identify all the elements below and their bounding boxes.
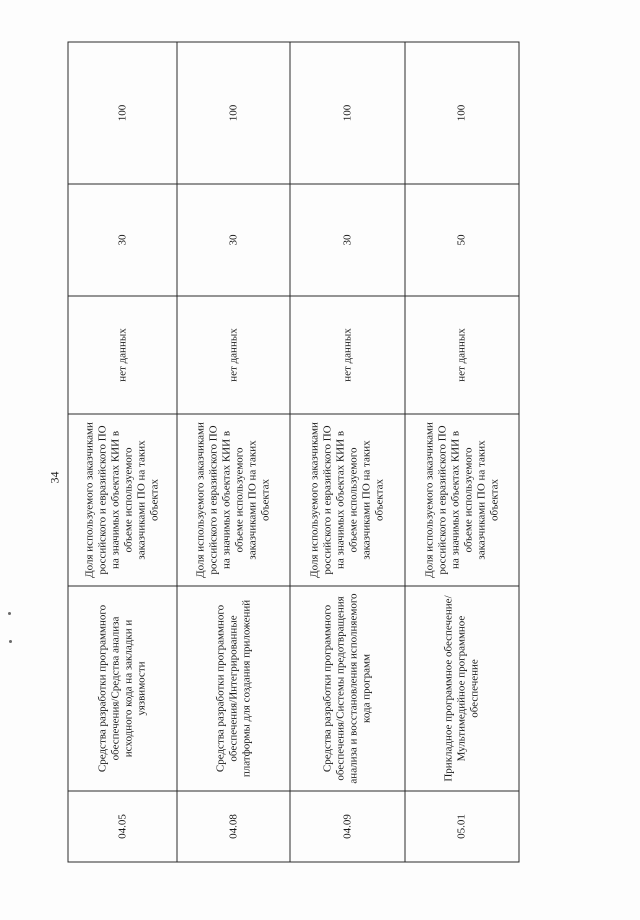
cell-code: 05.01 xyxy=(405,791,519,862)
page-number: 34 xyxy=(47,471,62,484)
cell-indicator: Доля используемого заказчиками российского и евразийского ПО на значимых объектах КИИ в объеме используемого заказчиками ПО на таких объектах xyxy=(290,414,405,586)
cell-baseline: нет данных xyxy=(68,296,177,414)
cell-code: 04.05 xyxy=(68,791,177,862)
cell-target-1: 30 xyxy=(177,184,290,296)
cell-target-2: 100 xyxy=(68,42,177,184)
cell-software-class: Прикладное программное обеспечение/Мультимедийное программное обеспечение xyxy=(405,586,519,791)
cell-indicator: Доля используемого заказчиками российского и евразийского ПО на значимых объектах КИИ в объеме используемого заказчиками ПО на таких объектах xyxy=(405,414,519,586)
cell-software-class: Средства разработки программного обеспечения/Системы предотвращения анализа и восстановления исполняемого кода программ xyxy=(290,586,405,791)
table-row xyxy=(405,42,519,862)
table-container xyxy=(67,42,498,862)
rotated-table-frame xyxy=(67,42,498,862)
scan-speck xyxy=(8,612,11,615)
cell-target-2: 100 xyxy=(405,42,519,184)
cell-software-class: Средства разработки программного обеспечения/Интегрированные платформы для создания приложений xyxy=(177,586,290,791)
cell-baseline: нет данных xyxy=(290,296,405,414)
cell-target-2: 100 xyxy=(290,42,405,184)
scan-speck xyxy=(9,640,12,643)
cell-code: 04.09 xyxy=(290,791,405,862)
cell-baseline: нет данных xyxy=(177,296,290,414)
cell-indicator: Доля используемого заказчиками российского и евразийского ПО на значимых объектах КИИ в объеме используемого заказчиками ПО на таких объектах xyxy=(68,414,177,586)
cell-baseline: нет данных xyxy=(405,296,519,414)
cell-target-1: 30 xyxy=(68,184,177,296)
cell-target-1: 30 xyxy=(290,184,405,296)
cell-code: 04.08 xyxy=(177,791,290,862)
cell-target-2: 100 xyxy=(177,42,290,184)
table-row xyxy=(290,42,405,862)
cell-software-class: Средства разработки программного обеспечения/Средства анализа исходного кода на закладки и уязвимости xyxy=(68,586,177,791)
cell-indicator: Доля используемого заказчиками российского и евразийского ПО на значимых объектах КИИ в объеме используемого заказчиками ПО на таких объектах xyxy=(177,414,290,586)
table-row xyxy=(68,42,177,862)
cell-target-1: 50 xyxy=(405,184,519,296)
software-share-table xyxy=(67,41,519,862)
table-row xyxy=(177,42,290,862)
